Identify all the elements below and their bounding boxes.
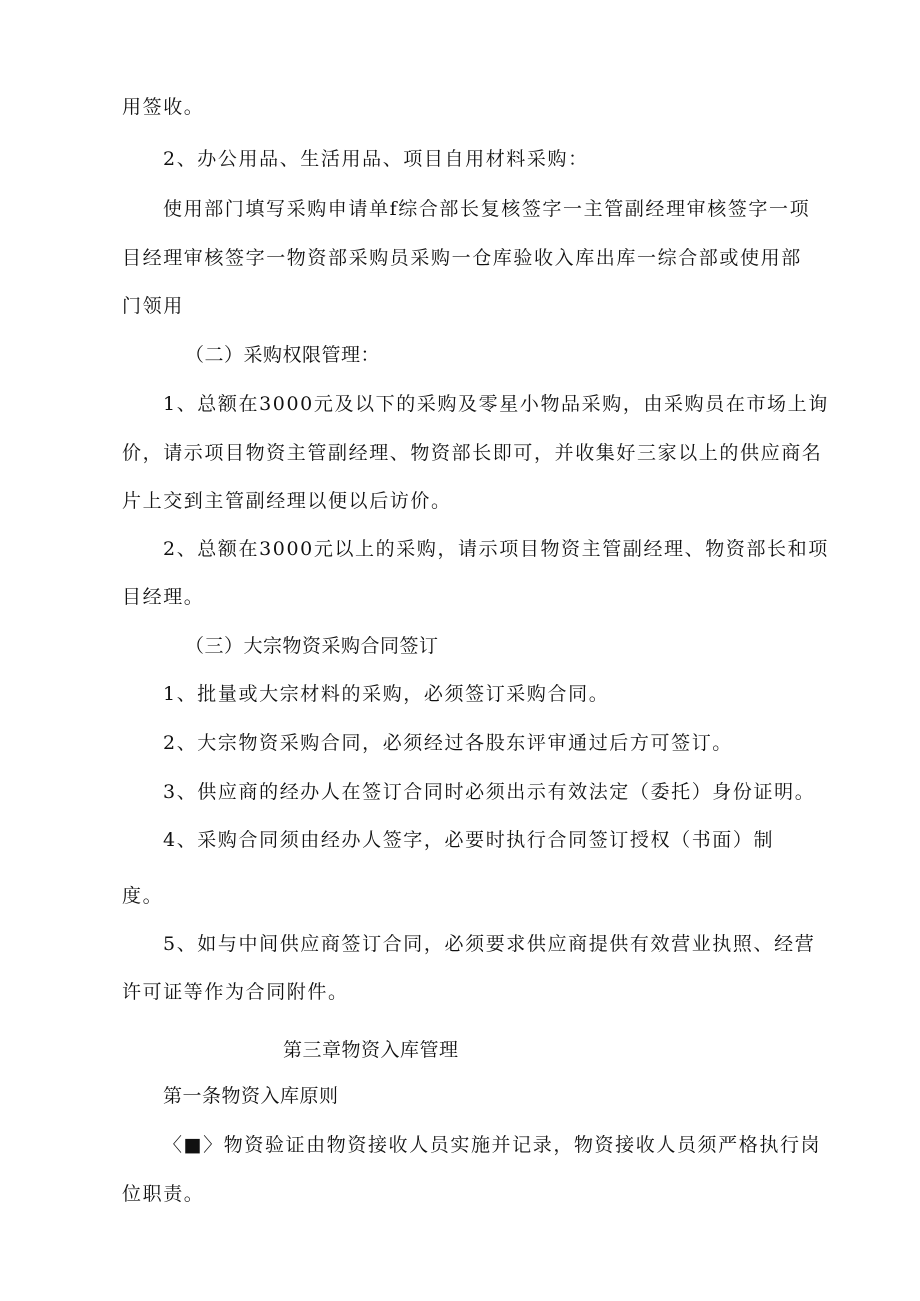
paragraph-line: 度。 (122, 885, 164, 907)
paragraph-line: 许可证等作为合同附件。 (122, 981, 349, 1003)
paragraph-line: 位职责。 (122, 1183, 205, 1205)
paragraph-line: 目经理审核签字一物资部采购员采购一仓库验收入库出库一综合部或使用部 (122, 247, 802, 269)
paragraph-line: 2、总额在3000元以上的采购，请示项目物资主管副经理、物资部长和项 (163, 538, 829, 560)
paragraph-line: 〈■〉物资验证由物资接收人员实施并记录，物资接收人员须严格执行岗 (163, 1134, 822, 1156)
paragraph-line: 片上交到主管副经理以便以后访价。 (122, 490, 452, 512)
paragraph-line: 价，请示项目物资主管副经理、物资部长即可，并收集好三家以上的供应商名 (122, 442, 823, 464)
section-heading: （二）采购权限管理： (185, 344, 381, 366)
paragraph-line: 使用部门填写采购申请单f综合部长复核签字一主管副经理审核签字一项 (163, 198, 811, 220)
paragraph-line: 5、如与中间供应商签订合同，必须要求供应商提供有效营业执照、经营 (163, 933, 816, 955)
article-title: 第一条物资入库原则 (163, 1085, 339, 1107)
chapter-title: 第三章物资入库管理 (283, 1039, 459, 1061)
paragraph-line: 门领用 (122, 295, 184, 317)
paragraph-line: 2、办公用品、生活用品、项目自用材料采购： (163, 148, 589, 170)
paragraph-line: 用签收。 (122, 96, 205, 118)
paragraph-line: 2、大宗物资采购合同，必须经过各股东评审通过后方可签订。 (163, 732, 733, 754)
paragraph-line: 4、采购合同须由经办人签字，必要时执行合同签订授权（书面）制 (163, 829, 775, 851)
paragraph-line: 1、总额在3000元及以下的采购及零星小物品采购，由采购员在市场上询 (163, 393, 829, 415)
paragraph-line: 1、批量或大宗材料的采购，必须签订采购合同。 (163, 683, 610, 705)
section-heading: （三）大宗物资采购合同签订 (185, 635, 439, 657)
paragraph-line: 目经理。 (122, 586, 205, 608)
paragraph-line: 3、供应商的经办人在签订合同时必须出示有效法定（委托）身份证明。 (163, 781, 816, 803)
